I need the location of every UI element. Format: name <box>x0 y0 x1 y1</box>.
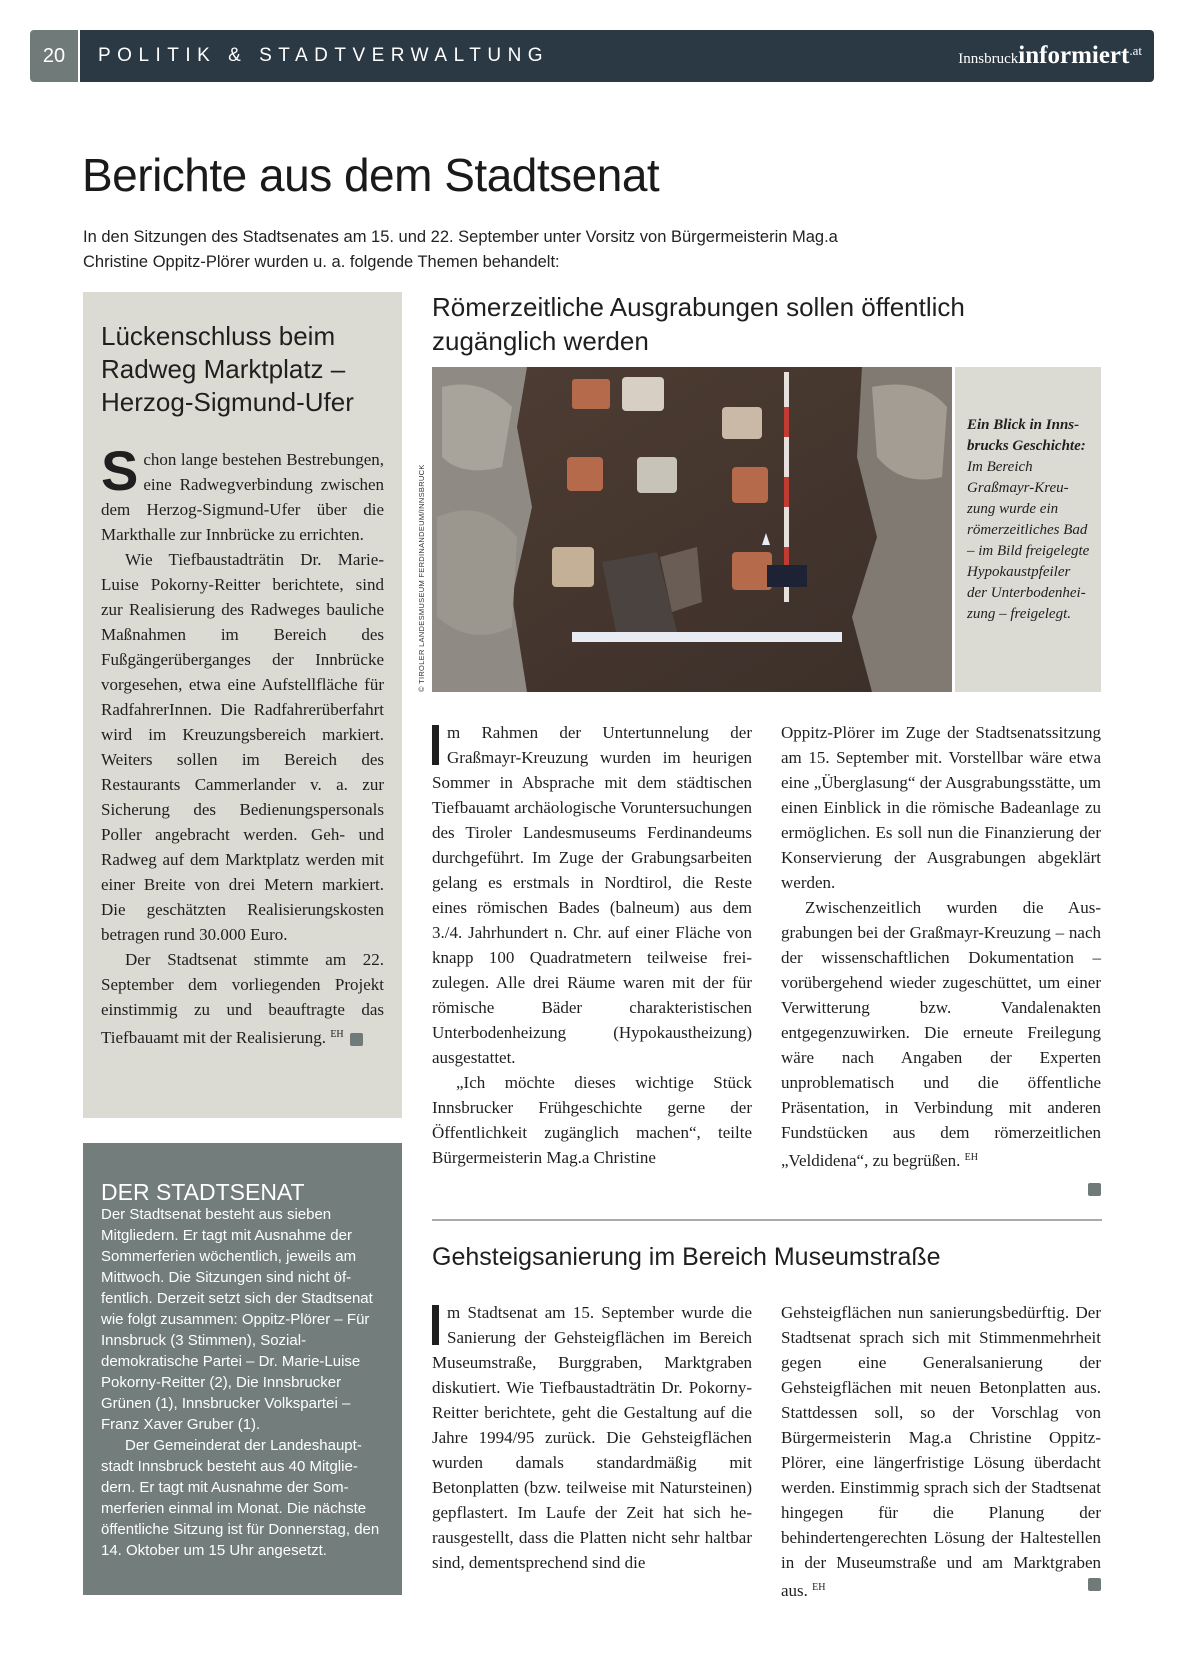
author-initials: EH <box>330 1029 344 1040</box>
paragraph: Wie Tiefbaustadträtin Dr. Marie-Luise Pokorny-Reitter berichtete, sind zur Realisierung des Radweges bauliche Maßnahmen im Bereich des Fußgängerüberganges der Innbrücke vorgesehen, etwa eine Aufstellfläche für RadfahrerInnen. Die Radfahrerüberfahrt wird im Kreuzungsbereich markiert. Weiters sollen im Bereich des Restaurants Cammerlander v. a. zur Sicherung des Bedienungspersonals Poller angebracht werden. Geh- und Radweg auf dem Marktplatz werden mit einer Breite von drei Metern markiert. Die geschätzten Realisierungskosten betragen rund 30.000 Euro. <box>101 550 384 944</box>
photo-credit: © TIROLER LANDESMUSEUM FERDINANDEUM/INNSBRUCK <box>417 464 426 692</box>
section-title: POLITIK & STADTVERWALTUNG <box>98 45 550 66</box>
header-bar <box>80 30 1154 82</box>
excavation-photo <box>432 367 952 692</box>
caption-text: Im Bereich Graßmayr-Kreuzung wurde ein römerzeitliches Bad – im Bild freigelegte Hypokaustpfeiler der Unterbodenheizung – freigelegt. <box>967 459 1090 622</box>
paragraph: „Ich möchte dieses wichtige Stück Innsbrucker Frühgeschichte gerne der Öffentlichkeit zugänglich machen“, teilte Bürgermeisterin Mag.a Christine <box>432 1073 752 1167</box>
brand-prefix: Innsbruck <box>958 51 1019 67</box>
info-box-title: DER STADTSENAT <box>101 1179 305 1205</box>
author-initials: EH <box>812 1582 826 1593</box>
brand-logo[interactable] <box>958 42 1142 70</box>
photo-caption <box>955 367 1101 692</box>
dropcap-i <box>432 1305 439 1345</box>
end-mark-icon <box>350 1033 363 1046</box>
article-roman-col-1 <box>432 720 752 1170</box>
dropcap-i <box>432 725 439 765</box>
article-title-sidewalk: Gehsteigsanierung im Bereich Museumstraße <box>432 1243 941 1271</box>
paragraph: Oppitz-Plörer im Zuge der Stadtsenatssitzung am 15. September mit. Vorstellbar wäre etwa eine „Überglasung“ der Ausgrabungsstätte, um einen Einblick in die römische Badeanlage zu ermöglichen. Es soll nun die Finanzierung der Konservierung der Ausgrabungen abgeklärt werden. <box>781 723 1101 892</box>
section-divider <box>432 1219 1102 1221</box>
article-title-roman: Römerzeitliche Ausgrabungen sollen öffentlich zugänglich werden <box>432 292 965 356</box>
paragraph: Gehsteigflächen nun sanierungsbedürftig. Der Stadtsenat sprach sich mit Stimmenmehrheit gegen eine Generalsanierung der Gehsteigflächen mit neuen Betonplatten aus. Stattdessen soll, so der Vorschlag von Bürgermeisterin Mag.a Christine Oppitz-Plörer, eine längerfristige Lösung überdacht werden. Einstimmig sprach sich der Stadtsenat hingegen für die Planung der behindertengerechten Lösung der Haltestellen in der Museumstraße und am Marktgraben aus. <box>781 1303 1101 1600</box>
caption-lead: Ein Blick in Innsbrucks Geschichte: <box>967 417 1086 454</box>
page-title: Berichte aus dem Stadtsenat <box>82 149 660 201</box>
page-intro: In den Sitzungen des Stadtsenates am 15. und 22. September unter Vorsitz von Bürgermeisterin Mag.a Christine Oppitz-Plörer wurden u. a. folgende Themen behandelt: <box>83 228 838 271</box>
paragraph: m Stadtsenat am 15. September wurde die Sanierung der Gehsteigflächen im Bereich Museumstraße, Burggraben, Marktgraben diskutiert. Wie Tiefbaustadträtin Dr. Pokorny-Reitter berichtete, geht die Gestaltung auf die Jahre 1994/95 zurück. Die Gehsteigflächen wurden damals standardmäßig mit Betonplatten (bzw. teilweise mit Natursteinen) gepflastert. Im Laufe der Zeit hat sich herausgestellt, dass die Platten nicht sehr haltbar sind, dementsprechend sind die <box>432 1303 752 1572</box>
dropcap: S <box>101 439 139 502</box>
sidebar-article-title: Lückenschluss beim Radweg Marktplatz – Herzog-Sigmund-Ufer <box>101 321 354 417</box>
end-mark-icon <box>1088 1183 1101 1196</box>
article-roman-col-2 <box>781 720 1101 1173</box>
author-initials: EH <box>964 1152 978 1163</box>
sidebar-article-body <box>101 439 384 1050</box>
photo-image-icon <box>432 367 952 692</box>
paragraph: Zwischenzeitlich wurden die Ausgrabungen bei der Graßmayr-Kreuzung – nach der wissenschaftlichen Dokumentation – vorübergehend wieder zugeschüttet, um einer Verwitterung bzw. Vandalenakten entgegenzuwirken. Die erneute Freilegung wäre nach Angaben der Experten unproblematisch und die öffentliche Präsentation, in Verbindung mit anderen Fundstücken aus dem römerzeitlichen „Veldidena“, zu begrüßen. <box>781 898 1101 1170</box>
info-paragraph: Der Stadtsenat besteht aus sieben Mitgliedern. Er tagt mit Ausnahme der Sommerferien wöchentlich, jeweils am Mittwoch. Die Sitzungen sind nicht öffentlich. Derzeit setzt sich der Stadtsenat wie folgt zusammen: Oppitz-Plörer – Für Innsbruck (3 Stimmen), Sozialdemokratische Partei – Dr. Marie-Luise Pokorny-Reitter (2), Die Innsbrucker Grünen (1), Innsbrucker Volkspartei – Franz Xaver Gruber (1). <box>101 1206 373 1433</box>
paragraph: Der Stadtsenat stimmte am 22. September dem vorliegenden Projekt einstimmig zu und beauftragte das Tiefbauamt mit der Realisierung. <box>101 950 384 1047</box>
article-sidewalk-col-2 <box>781 1300 1101 1603</box>
sidebar-article <box>83 292 402 1118</box>
info-paragraph: Der Gemeinderat der Landeshauptstadt Innsbruck besteht aus 40 Mitgliedern. Er tagt mit Ausnahme der Sommerferien einmal im Monat. Die nächste öffentliche Sitzung ist für Donnerstag, den 14. Oktober um 15 Uhr angesetzt. <box>101 1437 380 1559</box>
page-number: 20 <box>30 30 80 82</box>
page-header <box>30 30 1154 82</box>
paragraph: m Rahmen der Untertunnelung der Graßmayr-Kreuzung wurden im heurigen Sommer in Absprache mit dem städtischen Tiefbauamt archäologische Voruntersuchungen des Tiroler Landesmuseums Ferdinandeums durchgeführt. Im Zuge der Grabungsarbeiten gelang es erstmals in Nordtirol, die Reste eines römischen Bades (balneum) aus dem 3./4. Jahrhundert n. Chr. auf einer Fläche von knapp 100 Quadratmetern teilweise freizulegen. Alle drei Räume waren mit der für römische Bäder charakteristischen Unterbodenheizung (Hypokaustheizung) ausgestattet. <box>432 723 752 1067</box>
info-box-stadtsenat <box>83 1143 402 1595</box>
article-sidewalk-col-1 <box>432 1300 752 1575</box>
brand-suffix: .at <box>1129 43 1142 58</box>
paragraph: chon lange bestehen Bestrebungen, eine Radwegverbindung zwischen dem Herzog-Sigmund-Ufer über die Markthalle zur Innbrücke zu errichten. <box>101 450 384 544</box>
end-mark-icon <box>1088 1578 1101 1591</box>
brand-main: informiert <box>1018 42 1130 69</box>
